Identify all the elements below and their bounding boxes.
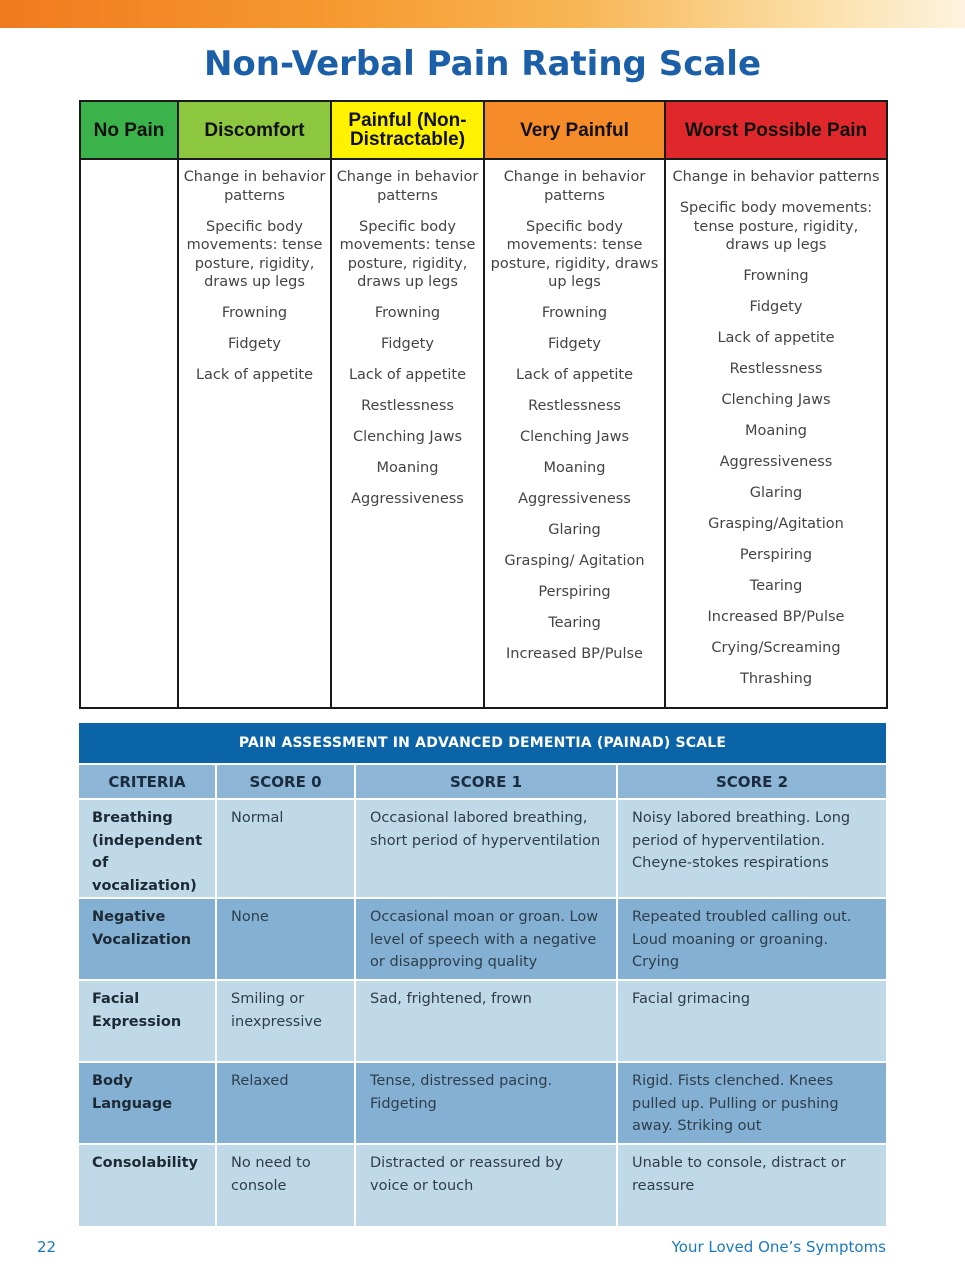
- behavior-item: Lack of appetite: [348, 367, 467, 383]
- behavior-item: Tearing: [548, 615, 601, 631]
- behavior-item: Specific body movements: tense posture, rigidity, draws up legs: [490, 218, 659, 290]
- score-0-cell: None: [216, 898, 355, 980]
- behavior-item: Clenching Jaws: [352, 429, 463, 445]
- score-1-cell: Occasional labored breathing, short period of hyperventilation: [355, 799, 617, 898]
- behavior-item: Increased BP/Pulse: [506, 646, 643, 662]
- score-1-cell: Tense, distressed pacing. Fidgeting: [355, 1062, 617, 1144]
- behavior-item: Lack of appetite: [717, 330, 835, 346]
- page-number: 22: [37, 1238, 57, 1256]
- behavior-item: Glaring: [749, 485, 803, 501]
- behavior-item: Specific body movements: tense posture, rigidity, draws up legs: [186, 218, 323, 290]
- score-2-cell: Rigid. Fists clenched. Knees pulled up. Pulling or pushing away. Striking out: [617, 1062, 886, 1144]
- behavior-item: Aggressiveness: [518, 491, 631, 507]
- behavior-item: Moaning: [376, 460, 439, 476]
- behavior-item: Moaning: [543, 460, 606, 476]
- score-0-cell: Smiling or inexpressive: [216, 980, 355, 1062]
- behavior-item: Frowning: [743, 268, 809, 284]
- footer-section-title: Your Loved One’s Symptoms: [671, 1238, 886, 1256]
- criteria-cell: Consolability: [79, 1144, 216, 1226]
- score-0-cell: Relaxed: [216, 1062, 355, 1144]
- behavior-item: Change in behavior patterns: [503, 169, 646, 204]
- column-painful: [331, 159, 484, 708]
- behavior-item: Fidgety: [381, 336, 434, 352]
- column-worst-pain: [665, 159, 887, 708]
- score-1-cell: Occasional moan or groan. Low level of speech with a negative or disapproving quality: [355, 898, 617, 980]
- behavior-item: Lack of appetite: [195, 367, 314, 383]
- header-very-painful: Very Painful: [484, 101, 665, 159]
- criteria-cell: Negative Vocalization: [79, 898, 216, 980]
- header-painful: Painful (Non-Distractable): [331, 101, 484, 159]
- column-no-pain: [80, 159, 178, 708]
- behavior-item: Grasping/Agitation: [708, 516, 844, 532]
- behavior-item: Restlessness: [361, 398, 454, 414]
- behavior-item: Specific body movements: tense posture, rigidity, draws up legs: [339, 218, 476, 290]
- behavior-item: Perspiring: [538, 584, 611, 600]
- criteria-cell: Body Language: [79, 1062, 216, 1144]
- behavior-item: Thrashing: [739, 671, 813, 687]
- behavior-item: Fidgety: [548, 336, 601, 352]
- criteria-cell: Facial Expression: [79, 980, 216, 1062]
- behavior-item: Restlessness: [729, 361, 823, 377]
- behavior-item: Restlessness: [528, 398, 621, 414]
- header-discomfort: Discomfort: [178, 101, 331, 159]
- table-row: [79, 898, 886, 980]
- score-0-cell: Normal: [216, 799, 355, 898]
- score-0-cell: No need to console: [216, 1144, 355, 1226]
- column-very-painful: [484, 159, 665, 708]
- behavior-item: Crying/Screaming: [711, 640, 841, 656]
- behavior-item: Moaning: [745, 423, 807, 439]
- pain-rating-scale-table: [79, 100, 888, 709]
- behavior-item: Tearing: [749, 578, 803, 594]
- behavior-item: Aggressiveness: [719, 454, 833, 470]
- table-row: [79, 980, 886, 1062]
- criteria-cell: Breathing (independent of vocalization): [79, 799, 216, 898]
- behavior-item: Increased BP/Pulse: [707, 609, 845, 625]
- column-discomfort: [178, 159, 331, 708]
- behavior-item: Grasping/ Agitation: [504, 553, 645, 569]
- header-score-2: SCORE 2: [617, 764, 886, 799]
- score-1-cell: Sad, frightened, frown: [355, 980, 617, 1062]
- behavior-item: Change in behavior patterns: [183, 169, 326, 204]
- score-2-cell: Noisy labored breathing. Long period of hyperventilation. Cheyne-stokes respirations: [617, 799, 886, 898]
- header-score-1: SCORE 1: [355, 764, 617, 799]
- header-criteria: CRITERIA: [79, 764, 216, 799]
- table-row: [79, 1144, 886, 1226]
- behavior-item: Frowning: [541, 305, 608, 321]
- painad-title: PAIN ASSESSMENT IN ADVANCED DEMENTIA (PAINAD) SCALE: [79, 723, 886, 764]
- score-2-cell: Unable to console, distract or reassure: [617, 1144, 886, 1226]
- table-row: [79, 1062, 886, 1144]
- behavior-item: Lack of appetite: [515, 367, 634, 383]
- painad-table: [79, 723, 886, 1226]
- score-1-cell: Distracted or reassured by voice or touch: [355, 1144, 617, 1226]
- behavior-item: Specific body movements: tense posture, rigidity, draws up legs: [679, 200, 873, 253]
- behavior-item: Glaring: [548, 522, 601, 538]
- behavior-item: Clenching Jaws: [721, 392, 831, 408]
- behavior-item: Frowning: [221, 305, 288, 321]
- top-gradient-bar: [0, 0, 965, 28]
- page-title: Non-Verbal Pain Rating Scale: [203, 44, 762, 84]
- table-row: [79, 799, 886, 898]
- behavior-item: Clenching Jaws: [519, 429, 630, 445]
- behavior-item: Aggressiveness: [351, 491, 464, 507]
- behavior-item: Frowning: [374, 305, 441, 321]
- behavior-item: Change in behavior patterns: [672, 169, 880, 185]
- behavior-item: Fidgety: [749, 299, 803, 315]
- behavior-item: Fidgety: [228, 336, 281, 352]
- behavior-item: Perspiring: [739, 547, 813, 563]
- score-2-cell: Facial grimacing: [617, 980, 886, 1062]
- header-no-pain: No Pain: [80, 101, 178, 159]
- header-worst-pain: Worst Possible Pain: [665, 101, 887, 159]
- behavior-item: Change in behavior patterns: [336, 169, 479, 204]
- header-score-0: SCORE 0: [216, 764, 355, 799]
- score-2-cell: Repeated troubled calling out. Loud moaning or groaning. Crying: [617, 898, 886, 980]
